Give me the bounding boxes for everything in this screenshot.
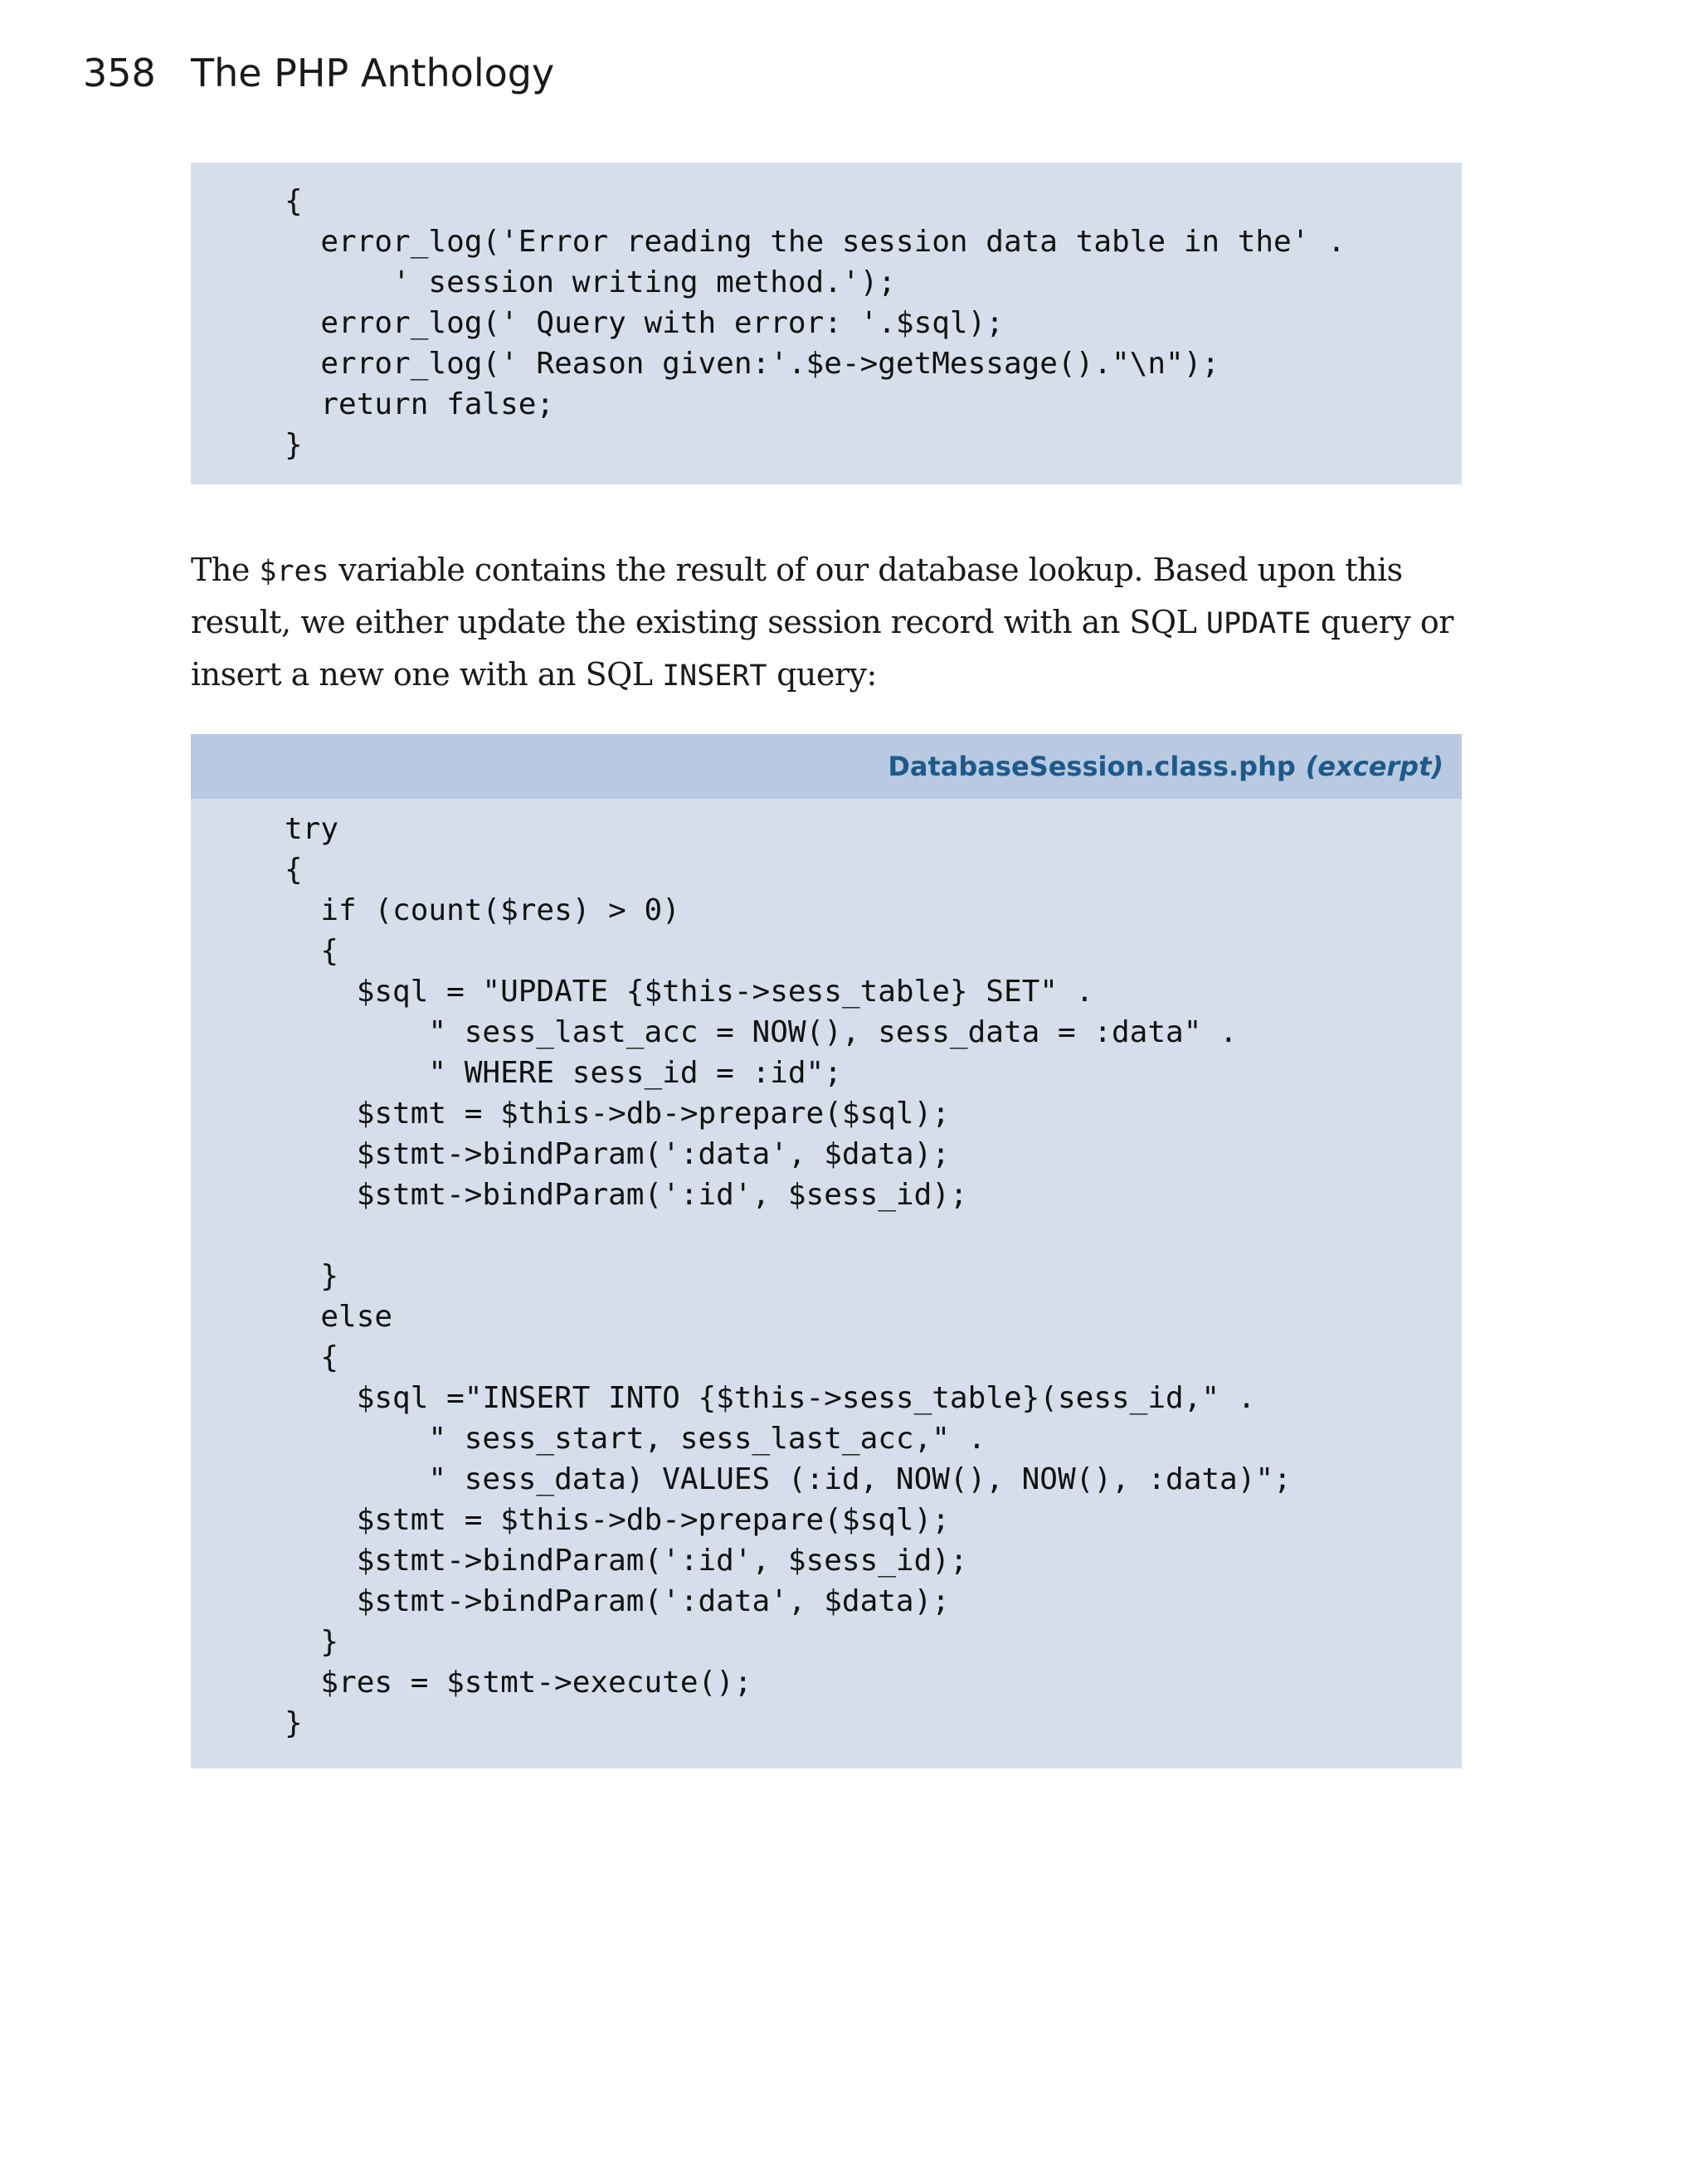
running-header bbox=[83, 48, 554, 98]
code-listing-caption bbox=[191, 734, 1462, 799]
paragraph-text: query: bbox=[767, 656, 877, 693]
book-title: The PHP Anthology bbox=[191, 51, 555, 95]
inline-code-update: UPDATE bbox=[1205, 607, 1312, 640]
inline-code-res: $res bbox=[259, 555, 329, 588]
paragraph-text: query or insert a new one with an SQL bbox=[191, 604, 1453, 693]
code-listing-continued bbox=[191, 163, 1462, 484]
paragraph-text: The bbox=[191, 552, 260, 588]
page-number: 358 bbox=[83, 51, 156, 95]
inline-code-insert: INSERT bbox=[662, 659, 767, 693]
code-listing bbox=[191, 734, 1462, 1768]
code-text: { error_log('Error reading the session data table in the' . ' session writing method.'); error_log(' Query with error: '.$sql); error_log(' Reason given:'.$e->getMessage()."\n"); return false; } bbox=[285, 184, 1346, 462]
code-text: try { if (count($res) > 0) { $sql = "UPDATE {$this->sess_table} SET" . " sess_last_acc = NOW(), sess_data = :data" . " WHERE sess_id = :id"; $stmt = $this->db->prepare($sql); $stmt->bindParam(':data', $data); $stmt->bindParam(':id', $sess_id); } else { $sql ="INSERT INTO {$this->sess_table}(sess_id," . " sess_start, sess_last_acc," . " sess_data) VALUES (:id, NOW(), NOW(), :data)"; $stmt = $this->db->prepare($sql); $stmt->bindParam(':id', $sess_id); $stmt->bindParam(':data', $data); } $res = $stmt->execute(); } bbox=[285, 812, 1292, 1740]
paragraph-text: variable contains the result of our database lookup. Based upon this result, we either update the existing session record with an SQL bbox=[191, 552, 1403, 640]
caption-note: (excerpt) bbox=[1305, 751, 1443, 782]
body-paragraph bbox=[191, 545, 1468, 702]
caption-filename: DatabaseSession.class.php bbox=[888, 751, 1296, 782]
code-body bbox=[191, 799, 1462, 1744]
